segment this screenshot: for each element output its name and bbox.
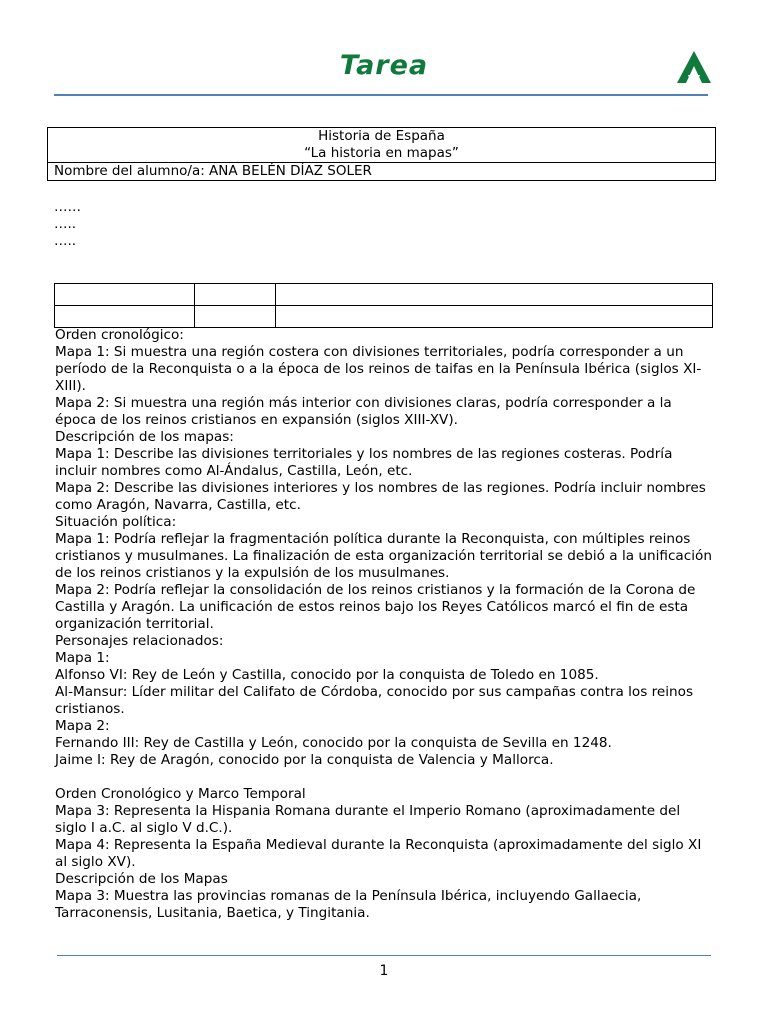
spacer bbox=[55, 769, 715, 786]
placeholder-dots bbox=[54, 199, 81, 250]
blank-cell bbox=[276, 284, 713, 306]
page-number: 1 bbox=[379, 963, 389, 979]
subject-title: Historia de España bbox=[318, 128, 445, 144]
dots-line: ….. bbox=[54, 216, 77, 232]
table-row bbox=[55, 306, 713, 328]
section-heading: Situación política: bbox=[55, 514, 177, 530]
paragraph: Mapa 3: Muestra las provincias romanas de la Península Ibérica, incluyendo Gallaecia, Tarraconensis, Lusitania, Baetica, y Tingitania. bbox=[55, 888, 642, 921]
section-heading: Descripción de los mapas: bbox=[55, 429, 234, 445]
paragraph: Mapa 2: Podría reflejar la consolidación de los reinos cristianos y la formación de la Corona de Castilla y Aragón. La unificación de estos reinos bajo los Reyes Católicos marcó el fin de esta organización territorial. bbox=[55, 582, 696, 632]
paragraph: Mapa 1: Describe las divisiones territoriales y los nombres de las regiones costeras. Podría incluir nombres como Al-Ándalus, Castilla, León, etc. bbox=[55, 446, 673, 479]
subject-cell bbox=[48, 128, 716, 163]
table-row bbox=[55, 284, 713, 306]
junta-andalucia-logo-icon bbox=[676, 50, 712, 84]
student-name: Nombre del alumno/a: ANA BELÉN DÍAZ SOLER bbox=[48, 163, 716, 181]
section-heading: Orden cronológico: bbox=[55, 327, 184, 343]
section-heading: Descripción de los Mapas bbox=[55, 871, 228, 887]
paragraph: Mapa 1: bbox=[55, 650, 110, 666]
blank-cell bbox=[55, 284, 195, 306]
paragraph: Mapa 4: Representa la España Medieval durante la Reconquista (aproximadamente del siglo XI al siglo XV). bbox=[55, 837, 702, 870]
footer-divider bbox=[57, 955, 711, 956]
dots-line: ….. bbox=[54, 233, 77, 249]
blank-cell bbox=[55, 306, 195, 328]
info-table bbox=[47, 127, 716, 181]
topic-title: “La historia en mapas” bbox=[304, 145, 459, 161]
section-heading: Personajes relacionados: bbox=[55, 633, 224, 649]
blank-cell bbox=[276, 306, 713, 328]
paragraph: Mapa 2: bbox=[55, 718, 110, 734]
paragraph: Alfonso VI: Rey de León y Castilla, conocido por la conquista de Toledo en 1085. bbox=[55, 667, 599, 683]
section-heading: Orden Cronológico y Marco Temporal bbox=[55, 786, 306, 802]
page-title: Tarea bbox=[339, 50, 429, 81]
paragraph: Mapa 2: Describe las divisiones interiores y los nombres de las regiones. Podría incluir nombres como Aragón, Navarra, Castilla, etc. bbox=[55, 480, 706, 513]
body-text bbox=[55, 327, 715, 922]
header-divider bbox=[54, 94, 708, 96]
paragraph: Jaime I: Rey de Aragón, conocido por la conquista de Valencia y Mallorca. bbox=[55, 752, 554, 768]
paragraph: Mapa 2: Si muestra una región más interior con divisiones claras, podría corresponder a la época de los reinos cristianos en expansión (siglos XIII-XV). bbox=[55, 395, 672, 428]
blank-cell bbox=[195, 284, 276, 306]
blank-cell bbox=[195, 306, 276, 328]
paragraph: Mapa 1: Podría reflejar la fragmentación política durante la Reconquista, con múltiples reinos cristianos y musulmanes. La finalización de esta organización territorial se debió a la unificación de los reinos cristianos y la expulsión de los musulmanes. bbox=[55, 531, 712, 581]
dots-line: …… bbox=[54, 199, 81, 215]
blank-table bbox=[54, 283, 713, 328]
paragraph: Fernando III: Rey de Castilla y León, conocido por la conquista de Sevilla en 1248. bbox=[55, 735, 612, 751]
paragraph: Mapa 3: Representa la Hispania Romana durante el Imperio Romano (aproximadamente del siglo I a.C. al siglo V d.C.). bbox=[55, 803, 681, 836]
paragraph: Mapa 1: Si muestra una región costera con divisiones territoriales, podría corresponder a un período de la Reconquista o a la época de los reinos de taifas en la Península Ibérica (siglos XI-XIII). bbox=[55, 344, 702, 394]
paragraph: Al-Mansur: Líder militar del Califato de Córdoba, conocido por sus campañas contra los reinos cristianos. bbox=[55, 684, 694, 717]
